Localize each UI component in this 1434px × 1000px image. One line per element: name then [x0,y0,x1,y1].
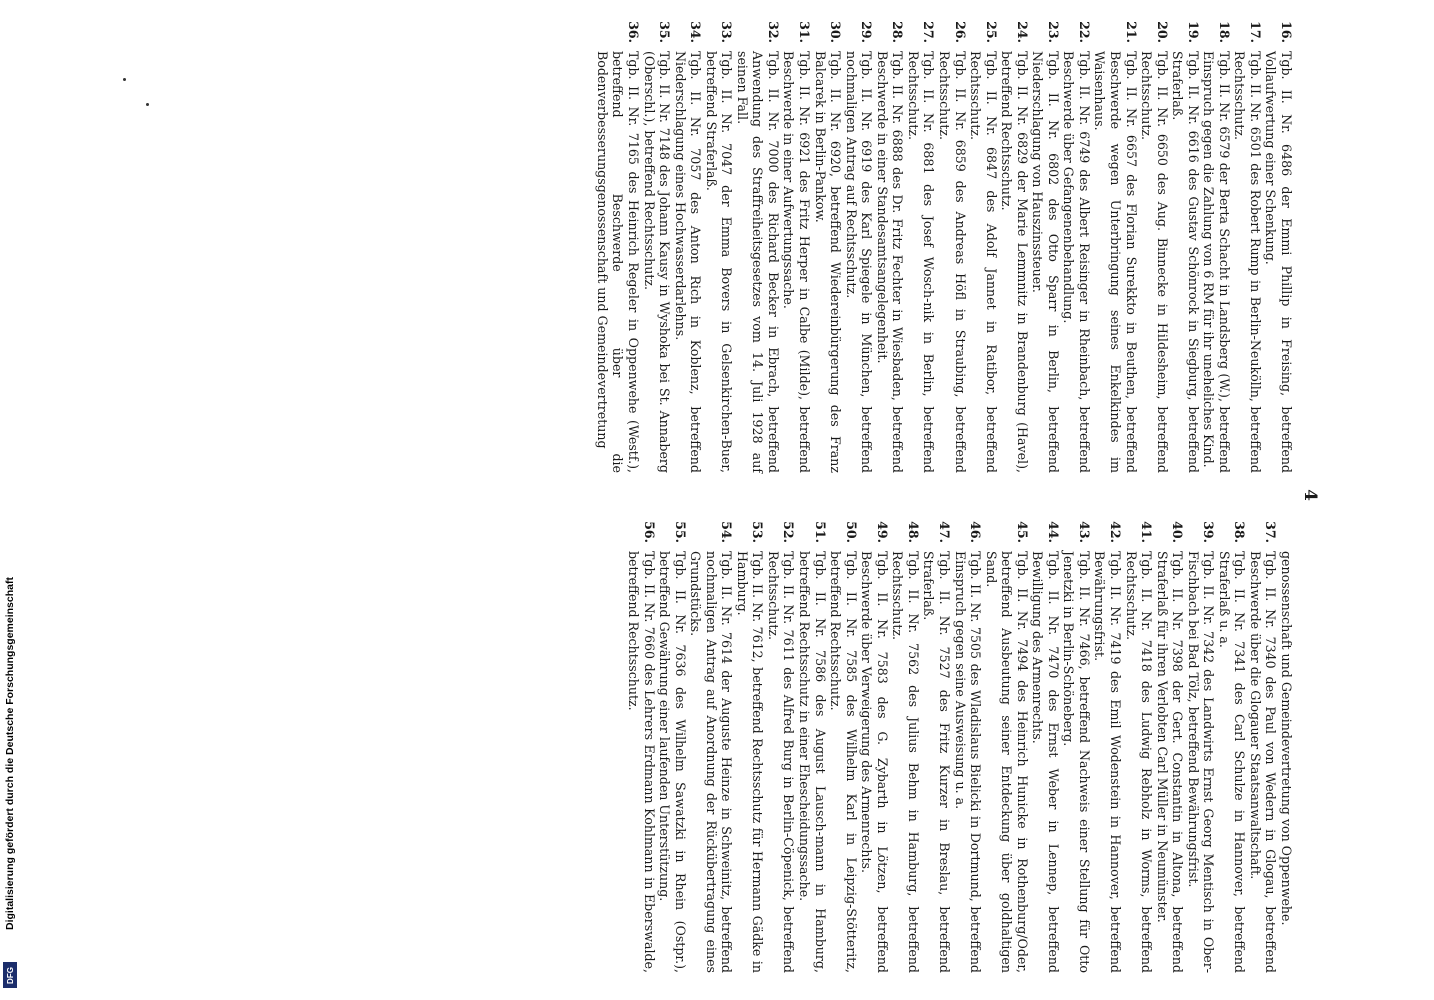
list-item [812,15,843,473]
list-item [1170,15,1201,473]
list-item [1216,515,1247,973]
entry-number: 56. [641,521,657,543]
list-item [781,15,812,473]
entry-text: Tgb. II. Nr. 6921 des Fritz Herper in Calbe (Milde), betreffend Beschwerde in einer Aufwertungssache. [781,51,813,473]
list-item [1123,515,1154,973]
entry-number: 40. [1170,521,1186,543]
entry-text: Tgb. II. Nr. 7611 des Alfred Burg in Berlin-Cöpenick, betreffend Rechtsschutz. [765,551,797,973]
list-item [1030,15,1061,473]
entry-text: Tgb. II. Nr. 6919 des Karl Spiegele in München, betreffend nochmaligen Antrag auf Rechtsschutz. [843,51,875,473]
entry-number: 32. [765,21,781,43]
entry-text: Tgb. II. Nr. 6749 des Albert Reisinger in Rheinbach, betreffend Beschwerde über Gefangenenbehandlung. [1061,51,1092,473]
entry-number: 46. [968,521,984,543]
list-item [1030,515,1061,973]
entry-text: Tgb. II. Nr. 7418 des Ludwig Rebholz in Worms, betreffend Rechtsschutz. [1123,551,1155,973]
entry-text: Tgb. II. Nr. 6859 des Andreas Höfl in Straubing, betreffend Rechtsschutz. [936,51,968,473]
entry-number: 47. [936,521,952,543]
entry-number: 45. [1014,521,1030,543]
list-item [1247,515,1278,973]
entry-number: 44. [1045,521,1061,543]
entry-number: 51. [812,521,828,543]
entry-number: 30. [828,21,844,43]
entry-text: Tgb. II. Nr. 7342 des Landwirts Ernst Georg Mentisch in Ober-Fischbach bei Bad Tölz, betreffend Bewährungsfrist. [1185,551,1217,973]
entry-text: Tgb. II. Nr. 6802 des Otto Sparr in Berlin, betreffend Niederschlagung von Hauszinssteuer. [1030,51,1061,473]
entry-number: 52. [781,521,797,543]
entry-number: 49. [874,521,890,543]
left-column [594,15,1294,473]
entry-number: 35. [657,21,673,43]
entry-number: 20. [1154,21,1170,43]
entry-text: Tgb. II. Nr. 6888 des Dr. Fritz Fechter in Wiesbaden, betreffend Beschwerde in einer Standesamtsangelegenheit. [874,51,906,473]
entry-number: 50. [843,521,859,543]
entry-number: 19. [1185,21,1201,43]
list-item [936,15,967,473]
dfg-logo [3,962,17,988]
entry-text: Tgb. II. Nr. 7660 des Lehrers Erdmann Kohlmann in Eberswalde, betreffend Rechtsschutz. [626,551,657,973]
entry-text: Tgb. II. Nr. 7341 des Carl Schulze in Hannover, betreffend Straferlaß u. a. [1216,551,1248,973]
list-item [594,15,641,473]
entry-text: Tgb. II. Nr. 7636 des Wilhelm Sawatzki in Rhein (Ostpr.), betreffend Gewährung einer laufenden Unterstützung. [657,551,688,973]
list-item [1185,515,1216,973]
entry-number: 24. [1014,21,1030,43]
entry-text: Tgb. II. Nr. 6501 des Robert Rump in Berlin-Neukölln, betreffend Rechtsschutz. [1232,51,1263,473]
entry-number: 21. [1123,21,1139,43]
list-item [672,15,703,473]
list-item [905,15,936,473]
list-item [1061,515,1092,973]
entry-text: Tgb. II. Nr. 7586 des August Lausch-mann in Hamburg, betreffend Rechtsschutz in einer Ehescheidungssache. [797,551,828,973]
list-item [1278,515,1294,973]
entry-number: 42. [1107,521,1123,543]
entry-number: 53. [750,521,766,543]
entry-text: Tgb. II. Nr. 7148 des Johann Kausy in Wyshoka bei St. Annaberg (Oberschl.), betreffend Rechtsschutz. [641,51,673,473]
entry-number [1278,515,1294,551]
entry-text: Tgb. II. Nr. 6881 des Josef Wosch-nik in Berlin, betreffend Rechtsschutz. [905,51,937,473]
rotated-page-content [140,15,1320,975]
list-item [688,515,735,973]
list-item [999,15,1030,473]
list-item [1092,515,1123,973]
entry-text: Tgb. II. Nr. 6579 der Berta Schacht in Landsberg (W.), betreffend Einspruch gegen die Zahlung von 6 RM für ihr uneheliches Kind. [1201,51,1232,473]
entry-number: 39. [1201,521,1217,543]
entry-text: Tgb. II. Nr. 6616 des Gustav Schönrock in Siegburg, betreffend Straferlaß. [1170,51,1201,473]
entry-text: Tgb. II. Nr. 7398 der Gert. Constantin in Altona, betreffend Straferlaß für ihren Verlobten Carl Müller in Neumünster. [1154,551,1186,973]
entry-number: 36. [626,21,642,43]
entry-text: Tgb. II. Nr. 7470 des Ernst Weber in Lennep, betreffend Bewilligung des Armenrechts. [1030,551,1061,973]
entry-number: 22. [1076,21,1092,43]
list-item [1201,15,1232,473]
entry-text: Tgb. II. Nr. 7057 des Anton Rich in Koblenz, betreffend Niederschlagung eines Hochwasserdarlehns. [672,51,704,473]
entry-number: 41. [1139,521,1155,543]
scan-speck [123,78,126,81]
entry-text: Tgb. II. Nr. 7494 des Heinrich Hunicke in Rothenburg/Oder, betreffend Ausbeutung seiner Entdeckung über goldhaltigen Sand. [983,551,1030,973]
list-item [765,515,796,973]
entry-number: 55. [672,521,688,543]
list-item [703,15,734,473]
entry-number: 28. [890,21,906,43]
entry-number: 31. [797,21,813,43]
entry-number: 38. [1232,521,1248,543]
entry-text: Tgb. II. Nr. 7466, betreffend Nachweis einer Stellung für Otto Jenetzki in Berlin-Schöneberg. [1061,551,1092,973]
entry-text: Tgb. II. Nr. 7000 des Richard Becker in Ebrach, betreffend Anwendung des Straffreiheitsgesetzes vom 14. Juli 1928 auf seinen Fall. [734,51,781,473]
entry-text: Tgb. II. Nr. 6829 der Marie Lemmnitz in Brandenburg (Havel), betreffend Rechtsschutz. [999,51,1030,473]
entry-text: genossenschaft und Gemeindevertretung von Oppenwehe. [1279,551,1294,926]
list-item [625,515,656,973]
entry-text: Tgb. II. Nr. 7165 des Heinrich Regeler in Oppenwehe (Westf.), betreffend Beschwerde über die Bodenverbesserungsgenossenschaft und Gemeindevertretung [594,51,642,473]
list-item [1232,15,1263,473]
entry-text: Tgb. II. Nr. 7340 des Paul von Wedern in Glogau, betreffend Beschwerde über die Glogauer Staatsanwaltschaft. [1247,551,1279,973]
entry-number: 27. [921,21,937,43]
entry-number: 26. [952,21,968,43]
list-item [797,515,828,973]
entry-number: 18. [1216,21,1232,43]
list-item [874,15,905,473]
right-column [625,515,1294,973]
list-item [1092,15,1139,473]
footer-text: Digitalisierung gefördert durch die Deutsche Forschungsgemeinschaft [4,577,16,930]
list-item [657,515,688,973]
entry-text: Tgb. II. Nr. 7419 des Emil Wodenstein in Hannover, betreffend Bewährungsfrist. [1092,551,1123,973]
list-item [890,515,921,973]
list-item [968,15,999,473]
entry-number: 34. [688,21,704,43]
list-item [843,15,874,473]
list-item [641,15,672,473]
entry-text: Tgb. II. Nr. 7614 der Auguste Heinze in Schweinitz, betreffend nochmaligen Antrag auf Anordnung der Rückübertragung eines Grundstücks. [688,551,735,973]
entry-text: Tgb. II. Nr. 7562 des Julius Behm in Hamburg, betreffend Rechtsschutz. [890,551,921,973]
list-item [952,515,983,973]
list-item [983,515,1030,973]
entry-text: Tgb. II. Nr. 6847 des Adolf Jannet in Ratibor, betreffend Rechtsschutz. [968,51,999,473]
dfg-logo-text: DFG [5,966,15,984]
entry-number: 23. [1045,21,1061,43]
entry-number: 48. [905,521,921,543]
entry-text: Tgb. II. Nr. 7527 des Fritz Kurzer in Breslau, betreffend Straferlaß. [921,551,952,973]
entry-text: Tgb. II. Nr. 7585 des Wilhelm Karl in Leipzig-Stötteritz, betreffend Rechtsschutz. [828,551,859,973]
list-item [859,515,890,973]
entry-text: Tgb. II. Nr. 7583 des G. Zybarth in Lötzen, betreffend Beschwerde über Verweigerung des Armenrechts. [859,551,890,973]
entry-text: Tgb. II. Nr. 7505 des Wladislaus Bielicki in Dortmund, betreffend Einspruch gegen seine Ausweisung u. a. [952,551,984,973]
list-item [828,515,859,973]
entry-text: Tgb. II. Nr. 6650 des Aug. Binnecke in Hildesheim, betreffend Rechtsschutz. [1139,51,1170,473]
page-number: 4 [1300,489,1320,501]
list-item [921,515,952,973]
entry-text: Tgb. II. Nr. 6920, betreffend Wiedereinbürgerung des Franz Balcarek in Berlin-Pankow. [812,51,844,473]
entry-number: 29. [859,21,875,43]
entry-number: 33. [719,21,735,43]
list-item [1061,15,1092,473]
entry-text: Tgb. II. Nr. 6657 des Florian Surekkto in Beuthen, betreffend Beschwerde wegen Unterbringung seines Enkelkindes im Waisenhaus. [1092,51,1139,473]
list-item [1139,15,1170,473]
entry-number: 43. [1076,521,1092,543]
entry-text: Tgb. II. Nr. 6486 der Emmi Phillip in Freising, betreffend Vollaufwertung einer Schenkung. [1263,51,1294,473]
entry-number: 37. [1263,521,1279,543]
list-item [734,515,765,973]
entry-text: Tgb. II. Nr. 7612, betreffend Rechtsschutz für Hermann Gädke in Hamburg. [734,551,766,973]
list-item [1154,515,1185,973]
list-item [734,15,781,473]
entry-number: 16. [1279,21,1294,43]
entry-number: 25. [983,21,999,43]
digitization-footer [4,577,18,990]
list-item [1263,15,1294,473]
entry-text: Tgb. II. Nr. 7047 der Emma Bovers in Gelsenkirchen-Buer, betreffend Straferlaß. [703,51,735,473]
scan-speck [146,103,149,106]
entry-number: 17. [1247,21,1263,43]
entry-number: 54. [719,521,735,543]
